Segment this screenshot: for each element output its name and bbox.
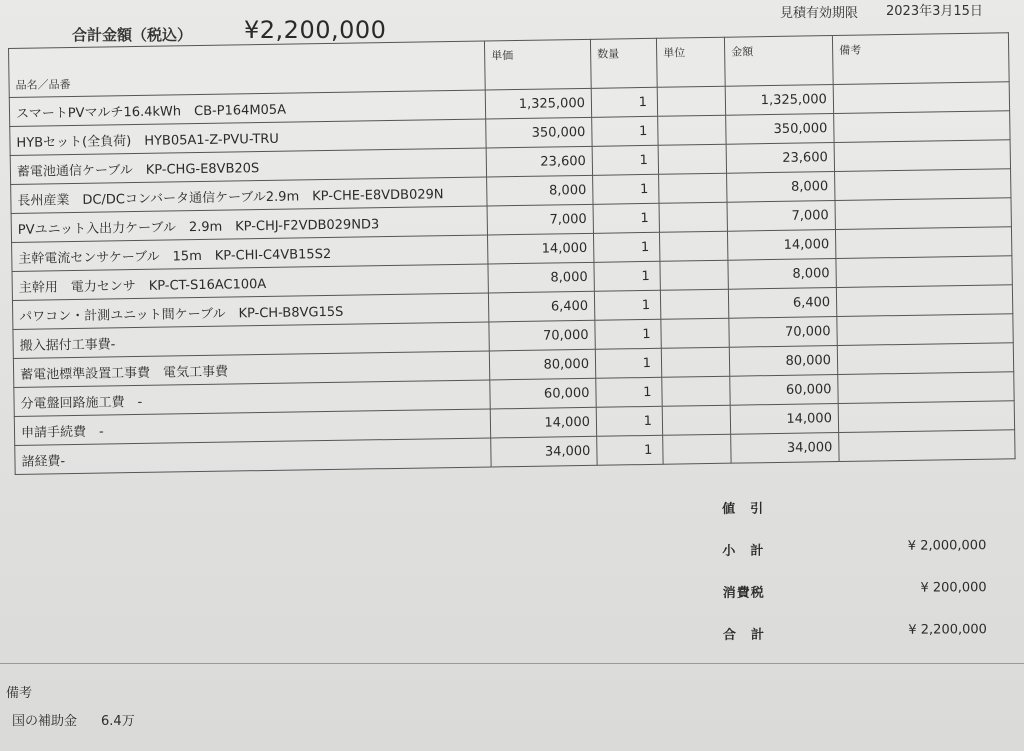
quantity-cell: 1 <box>595 348 661 378</box>
column-header-unit: 単位 <box>656 37 725 87</box>
remarks-cell <box>834 140 1010 172</box>
unit-price-cell: 1,325,000 <box>485 88 591 119</box>
unit-price-cell: 8,000 <box>487 175 593 206</box>
quantity-cell: 1 <box>597 435 663 465</box>
grand-total-row <box>721 622 991 666</box>
unit-cell <box>660 289 728 319</box>
amount-cell: 34,000 <box>731 433 839 464</box>
remarks-cell <box>836 285 1012 317</box>
quantity-cell: 1 <box>594 261 660 291</box>
amount-cell: 6,400 <box>728 288 836 319</box>
unit-cell <box>662 376 730 406</box>
summary-block <box>720 496 991 666</box>
item-name-cell: HYBセット(全負荷) HYB05A1-Z-PVU-TRU <box>10 119 486 155</box>
discount-label: 値 引 <box>722 501 765 517</box>
remarks-cell <box>837 343 1013 375</box>
unit-price-cell: 60,000 <box>490 378 596 409</box>
notes-label: 備考 <box>6 686 33 701</box>
amount-cell: 60,000 <box>730 375 838 406</box>
amount-cell: 70,000 <box>729 317 837 348</box>
unit-price-cell: 14,000 <box>490 407 596 438</box>
quantity-cell: 1 <box>592 145 658 175</box>
amount-cell: 7,000 <box>727 201 835 232</box>
unit-cell <box>661 318 729 348</box>
remarks-cell <box>833 82 1009 114</box>
quote-table-wrapper <box>8 32 1019 475</box>
subtotal-label: 小 計 <box>722 543 765 559</box>
amount-cell: 23,600 <box>726 143 834 174</box>
quantity-cell: 1 <box>592 116 658 146</box>
unit-cell <box>659 231 727 261</box>
notes-item-label: 国の補助金 <box>12 714 78 729</box>
remarks-cell <box>834 111 1010 143</box>
unit-price-cell: 70,000 <box>489 320 595 351</box>
remarks-cell <box>835 169 1011 201</box>
remarks-cell <box>838 372 1014 404</box>
total-amount-value: ¥2,200,000 <box>244 16 387 44</box>
remarks-cell <box>837 314 1013 346</box>
item-name-cell: 分電盤回路施工費 - <box>14 380 490 416</box>
column-header-qty: 数量 <box>590 38 657 88</box>
item-name-cell: 長州産業 DC/DCコンバータ通信ケーブル2.9m KP-CHE-E8VDB029N <box>11 177 487 213</box>
quantity-cell: 1 <box>595 319 661 349</box>
unit-price-cell: 80,000 <box>489 349 595 380</box>
column-header-remarks: 備考 <box>832 33 1009 85</box>
unit-price-cell: 23,600 <box>486 146 592 177</box>
item-name-cell: パワコン・計測ユニット間ケーブル KP-CH-B8VG15S <box>12 293 488 329</box>
total-amount-label: 合計金額（税込） <box>72 26 193 44</box>
grand-total-value: ¥ 2,200,000 <box>908 622 987 638</box>
item-name-cell: 蓄電池標準設置工事費 電気工事費 <box>13 351 489 387</box>
amount-cell: 14,000 <box>727 230 835 261</box>
quantity-cell: 1 <box>593 232 659 262</box>
tax-row <box>721 580 991 624</box>
unit-price-cell: 14,000 <box>487 233 593 264</box>
item-name-cell: スマートPVマルチ16.4kWh CB-P164M05A <box>9 90 485 126</box>
amount-cell: 8,000 <box>727 172 835 203</box>
quantity-cell: 1 <box>596 377 662 407</box>
unit-cell <box>657 86 725 116</box>
amount-cell: 8,000 <box>728 259 836 290</box>
remarks-cell <box>838 401 1014 433</box>
remarks-cell <box>835 198 1011 230</box>
unit-cell <box>659 202 727 232</box>
quantity-cell: 1 <box>596 406 662 436</box>
notes-item-value: 6.4万 <box>101 714 135 729</box>
quantity-cell: 1 <box>594 290 660 320</box>
column-header-name: 品名／品番 <box>9 41 486 97</box>
subtotal-row <box>720 538 990 582</box>
section-divider <box>0 663 1024 664</box>
notes-item <box>12 710 135 729</box>
item-name-cell: 主幹用 電力センサ KP-CT-S16AC100A <box>12 264 488 300</box>
unit-cell <box>661 347 729 377</box>
amount-cell: 350,000 <box>726 114 834 145</box>
discount-row <box>720 496 990 540</box>
quantity-cell: 1 <box>593 203 659 233</box>
remarks-cell <box>835 227 1011 259</box>
unit-cell <box>659 173 727 203</box>
quantity-cell: 1 <box>591 87 657 117</box>
unit-cell <box>663 434 731 464</box>
validity-date: 2023年3月15日 <box>886 4 983 19</box>
unit-cell <box>658 115 726 145</box>
quantity-cell: 1 <box>593 174 659 204</box>
amount-cell: 80,000 <box>729 346 837 377</box>
item-name-cell: PVユニット入出力ケーブル 2.9m KP-CHJ-F2VDB029ND3 <box>11 206 487 242</box>
item-name-cell: 諸経費- <box>15 438 491 474</box>
column-header-amount: 金額 <box>724 36 833 87</box>
remarks-cell <box>836 256 1012 288</box>
unit-price-cell: 8,000 <box>488 262 594 293</box>
item-name-cell: 搬入据付工事費- <box>13 322 489 358</box>
tax-value: ¥ 200,000 <box>920 580 987 596</box>
unit-price-cell: 34,000 <box>491 436 597 467</box>
remarks-cell <box>839 430 1015 462</box>
unit-cell <box>660 260 728 290</box>
item-name-cell: 申請手続費 - <box>14 409 490 445</box>
tax-label: 消費税 <box>722 585 765 601</box>
unit-price-cell: 350,000 <box>486 117 592 148</box>
unit-cell <box>658 144 726 174</box>
unit-price-cell: 6,400 <box>488 291 594 322</box>
amount-cell: 1,325,000 <box>725 85 833 116</box>
unit-price-cell: 7,000 <box>487 204 593 235</box>
item-name-cell: 蓄電池通信ケーブル KP-CHG-E8VB20S <box>10 148 486 184</box>
grand-total-label: 合 計 <box>722 627 766 643</box>
column-header-unit-price: 単価 <box>484 39 591 90</box>
validity-label: 見積有効期限 <box>780 6 859 21</box>
quote-table <box>8 32 1016 475</box>
table-body <box>9 82 1015 475</box>
item-name-cell: 主幹電流センサケーブル 15m KP-CHI-C4VB15S2 <box>12 235 488 271</box>
amount-cell: 14,000 <box>730 404 838 435</box>
unit-cell <box>662 405 730 435</box>
subtotal-value: ¥ 2,000,000 <box>907 538 987 554</box>
